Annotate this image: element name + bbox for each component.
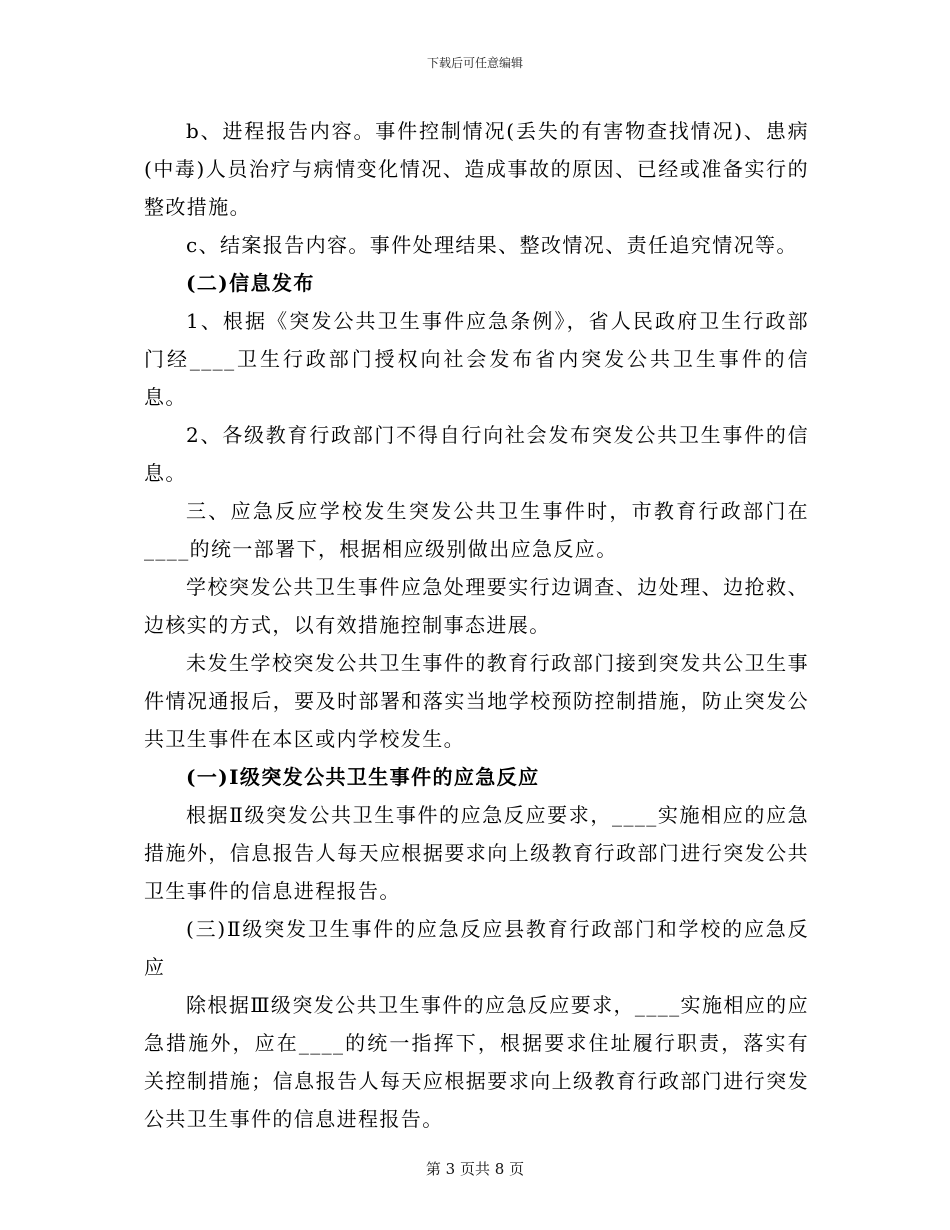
page-header: 下载后可任意编辑 — [426, 56, 523, 70]
heading-level-2-response: (三)Ⅱ级突发卫生事件的应急反应县教育行政部门和学校的应急反应 — [144, 917, 809, 979]
paragraph-level-2-response: 除根据Ⅲ级突发公共卫生事件的应急反应要求，____实施相应的应急措施外，应在____的统一指挥下，根据要求住址履行职责，落实有关控制措施；信息报告人每天应根据要求向上级教育行政部门进行突发公共卫生事件的信息进程报告。 — [144, 993, 809, 1131]
paragraph-closing-report: c、结案报告内容。事件处理结果、整改情况、责任追究情况等。 — [186, 233, 798, 257]
paragraph-level-1-response: 根据Ⅱ级突发公共卫生事件的应急反应要求，____实施相应的应急措施外，信息报告人每天应根据要求向上级教育行政部门进行突发公共卫生事件的信息进程报告。 — [144, 803, 809, 903]
paragraph-release-2: 2、各级教育行政部门不得自行向社会发布突发公共卫生事件的信息。 — [144, 423, 809, 485]
paragraph-non-affected-departments: 未发生学校突发公共卫生事件的教育行政部门接到突发共公卫生事件情况通报后，要及时部署和落实当地学校预防控制措施，防止突发公共卫生事件在本区或内学校发生。 — [144, 651, 809, 751]
paragraph-release-1: 1、根据《突发公共卫生事件应急条例》，省人民政府卫生行政部门经____卫生行政部门授权向社会发布省内突发公共卫生事件的信息。 — [144, 309, 809, 409]
page-footer: 第 3 页共 8 页 — [425, 1160, 525, 1178]
document-body — [144, 112, 809, 1138]
paragraph-progress-report: b、进程报告内容。事件控制情况(丢失的有害物查找情况)、患病(中毒)人员治疗与病情变化情况、造成事故的原因、已经或准备实行的整改措施。 — [144, 119, 809, 219]
paragraph-handling-method: 学校突发公共卫生事件应急处理要实行边调查、边处理、边抢救、边核实的方式，以有效措施控制事态进展。 — [144, 575, 809, 637]
paragraph-emergency-response: 三、应急反应学校发生突发公共卫生事件时，市教育行政部门在____的统一部署下，根据相应级别做出应急反应。 — [144, 499, 809, 561]
heading-info-release: (二)信息发布 — [186, 271, 315, 295]
heading-level-1-response: (一)Ⅰ级突发公共卫生事件的应急反应 — [186, 765, 540, 789]
